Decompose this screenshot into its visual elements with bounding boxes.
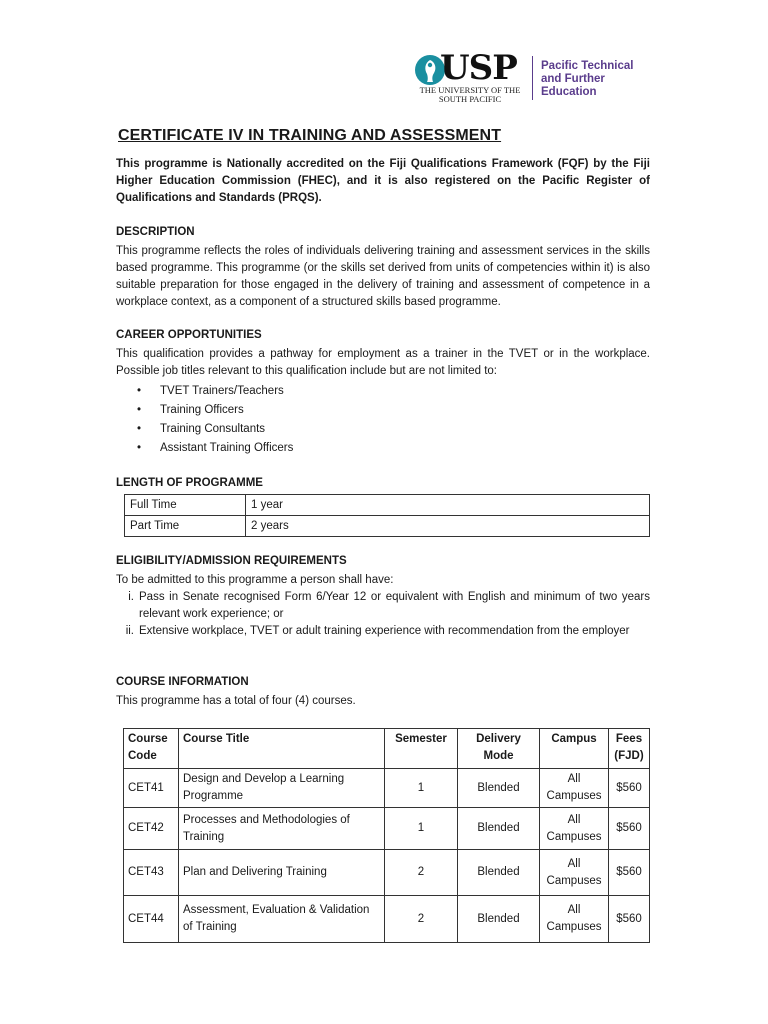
table-row bbox=[125, 516, 650, 537]
item-text: Pass in Senate recognised Form 6/Year 12 or equivalent with English and minimum of two years relevant work experience; or bbox=[139, 591, 650, 620]
header-delivery-mode: Delivery Mode bbox=[458, 729, 540, 769]
header-course-title: Course Title bbox=[179, 729, 385, 769]
header-campus: Campus bbox=[540, 729, 609, 769]
course-title: Assessment, Evaluation & Validation of Training bbox=[179, 896, 385, 943]
description-heading: DESCRIPTION bbox=[116, 226, 195, 238]
eligibility-item bbox=[116, 623, 650, 640]
courses-table bbox=[123, 728, 650, 943]
ptfe-logo-text: Pacific Technical and Further Education bbox=[541, 60, 634, 98]
item-number: ii. bbox=[125, 625, 134, 637]
course-title: Plan and Delivering Training bbox=[179, 850, 385, 896]
course-fees: $560 bbox=[609, 769, 650, 808]
career-text: This qualification provides a pathway for employment as a trainer in the TVET or in the workplace. Possible job titles relevant to this qualification include but are not limited to: bbox=[116, 348, 650, 377]
career-list bbox=[137, 382, 293, 458]
logo-divider bbox=[532, 56, 533, 100]
table-cell: 2 years bbox=[246, 516, 650, 537]
header-semester: Semester bbox=[385, 729, 458, 769]
header-course-code: Course Code bbox=[124, 729, 179, 769]
course-delivery: Blended bbox=[458, 769, 540, 808]
length-heading: LENGTH OF PROGRAMME bbox=[116, 477, 263, 489]
list-item: • Training Consultants bbox=[137, 420, 293, 439]
item-number: i. bbox=[128, 591, 134, 603]
table-row bbox=[124, 769, 650, 808]
item-text: Extensive workplace, TVET or adult training experience with recommendation from the employer bbox=[139, 625, 630, 637]
table-cell: 1 year bbox=[246, 495, 650, 516]
course-title: Processes and Methodologies of Training bbox=[179, 808, 385, 850]
course-delivery: Blended bbox=[458, 850, 540, 896]
intro-text: This programme is Nationally accredited on the Fiji Qualifications Framework (FQF) by the Fiji Higher Education Commission (FHEC), and it is also registered on the Pacific Register of Qualifications and Standards (PRQS). bbox=[116, 158, 650, 204]
table-header-row bbox=[124, 729, 650, 769]
table-cell: Part Time bbox=[125, 516, 246, 537]
list-item: • TVET Trainers/Teachers bbox=[137, 382, 293, 401]
course-code: CET41 bbox=[124, 769, 179, 808]
usp-logo-text: USP bbox=[440, 48, 517, 88]
description-text: This programme reflects the roles of individuals delivering training and assessment services in the skills based programme. This programme (or the skills set derived from units of competencies within it) is also suitable preparation for those engaged in the delivery of training and assessment of competence in a workplace context, as a component of a structured skills based programme. bbox=[116, 245, 650, 308]
table-cell: Full Time bbox=[125, 495, 246, 516]
length-table bbox=[124, 494, 650, 537]
eligibility-item bbox=[116, 589, 650, 623]
course-code: CET43 bbox=[124, 850, 179, 896]
course-campus: All Campuses bbox=[540, 850, 609, 896]
course-info-heading: COURSE INFORMATION bbox=[116, 676, 249, 688]
list-item: • Training Officers bbox=[137, 401, 293, 420]
table-row bbox=[124, 896, 650, 943]
list-item: • Assistant Training Officers bbox=[137, 439, 293, 458]
course-campus: All Campuses bbox=[540, 896, 609, 943]
course-fees: $560 bbox=[609, 808, 650, 850]
eligibility-text: To be admitted to this programme a person shall have: bbox=[116, 574, 394, 586]
table-row bbox=[125, 495, 650, 516]
course-delivery: Blended bbox=[458, 808, 540, 850]
usp-ptfe-logo bbox=[414, 48, 649, 110]
usp-logo-subtitle: THE UNIVERSITY OF THE SOUTH PACIFIC bbox=[419, 85, 521, 104]
course-semester: 2 bbox=[385, 896, 458, 943]
course-delivery: Blended bbox=[458, 896, 540, 943]
page-title: CERTIFICATE IV IN TRAINING AND ASSESSMENT bbox=[118, 127, 502, 144]
course-semester: 2 bbox=[385, 850, 458, 896]
course-code: CET44 bbox=[124, 896, 179, 943]
course-fees: $560 bbox=[609, 896, 650, 943]
course-semester: 1 bbox=[385, 769, 458, 808]
course-info-text: This programme has a total of four (4) courses. bbox=[116, 695, 356, 707]
course-title: Design and Develop a Learning Programme bbox=[179, 769, 385, 808]
table-row bbox=[124, 850, 650, 896]
eligibility-heading: ELIGIBILITY/ADMISSION REQUIREMENTS bbox=[116, 555, 347, 567]
course-semester: 1 bbox=[385, 808, 458, 850]
course-code: CET42 bbox=[124, 808, 179, 850]
table-row bbox=[124, 808, 650, 850]
header-fees: Fees (FJD) bbox=[609, 729, 650, 769]
course-campus: All Campuses bbox=[540, 808, 609, 850]
career-heading: CAREER OPPORTUNITIES bbox=[116, 329, 262, 341]
course-fees: $560 bbox=[609, 850, 650, 896]
course-campus: All Campuses bbox=[540, 769, 609, 808]
